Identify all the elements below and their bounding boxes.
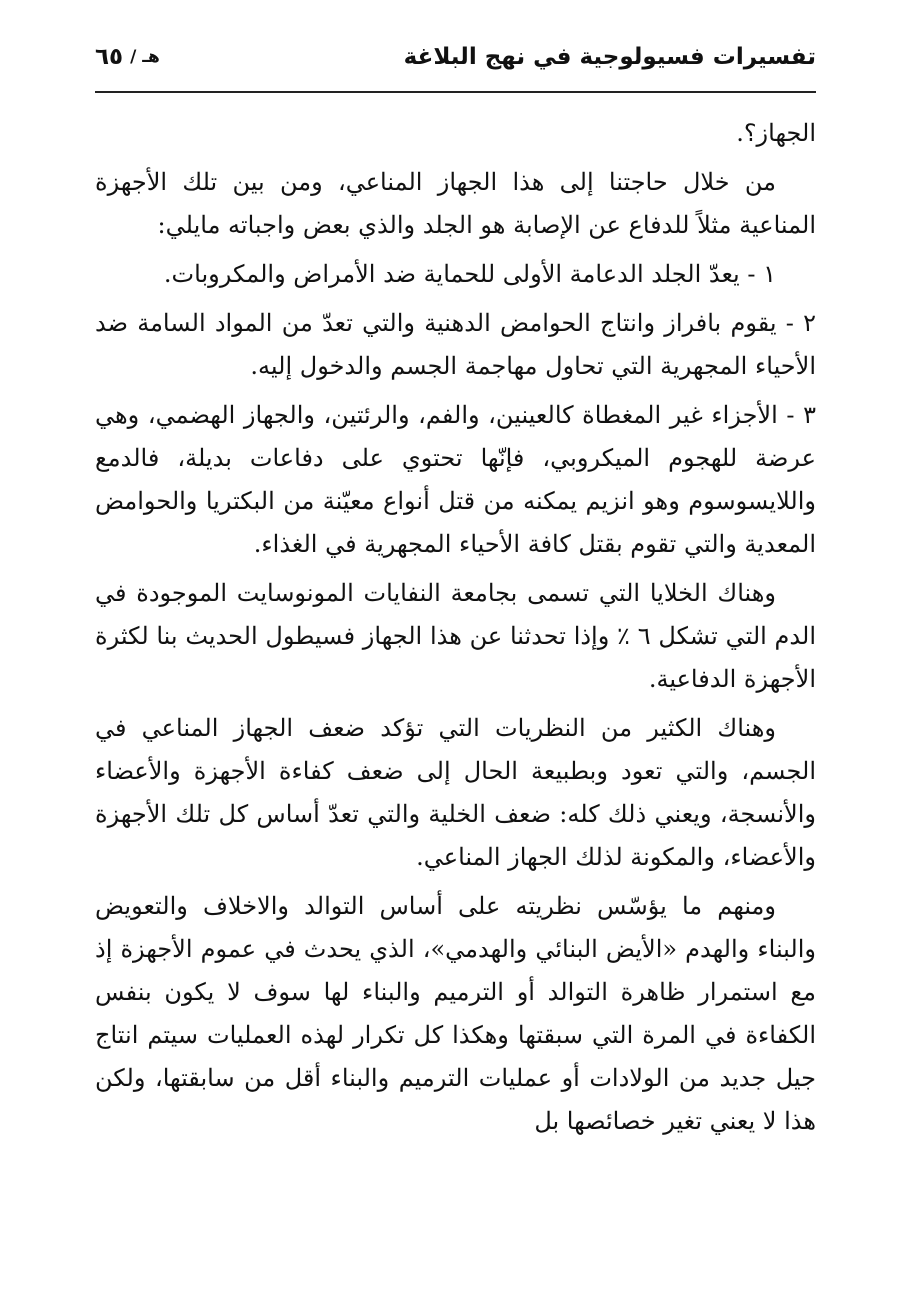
paragraph-immune-theories: وهناك الكثير من النظريات التي تؤكد ضعف الجهاز المناعي في الجسم، والتي تعود وبطبيعة الحال إلى ضعف كفاءة الأجهزة والأعضاء والأنسجة، ويعني ذلك كله: ضعف الخلية والتي تعدّ أساس كل تلك الأجهزة والأعضاء، والمكونة لذلك الجهاز المناعي. <box>95 714 816 871</box>
page-number: ٦٥ <box>95 44 124 70</box>
paragraph-monocytes: وهناك الخلايا التي تسمى بجامعة النفايات المونوسايت الموجودة في الدم التي تشكل ٦ ٪ وإذا تحدثنا عن هذا الجهاز فسيطول الحديث بنا لكثرة الأجهزة الدفاعية. <box>95 579 816 693</box>
page-header <box>95 40 816 84</box>
list-item-skin-support: ١ - يعدّ الجلد الدعامة الأولى للحماية ضد الأمراض والمكروبات. <box>163 260 776 288</box>
paragraph-continued-question: الجهاز؟. <box>736 119 816 147</box>
book-title: تفسيرات فسيولوجية في نهج البلاغة <box>403 44 816 70</box>
page-content <box>95 112 816 1149</box>
paragraph-metabolism-theory: ومنهم ما يؤسّس نظريته على أساس التوالد والاخلاف والتعويض والبناء والهدم «الأيض البنائي والهدمي»، الذي يحدث في عموم الأجهزة إذ مع استمرار ظاهرة التوالد أو الترميم والبناء لها سوف لا يكون بنفس الكفاءة في المرة التي سبقتها وهكذا كل تكرار لهذه العمليات سيتم انتاج جيل جديد من الولادات أو عمليات الترميم والبناء أقل من سابقتها، ولكن هذا لا يعني تغير خصائصها بل <box>95 892 816 1135</box>
list-item-uncovered-parts: ٣ - الأجزاء غير المغطاة كالعينين، والفم، والرئتين، والجهاز الهضمي، وهي عرضة للهجوم الميكروبي، فإنّها تحتوي على دفاعات بديلة، فالدمع واللايسوسوم وهو انزيم يمكنه من قتل أنواع معيّنة من البكتريا والحوامض المعدية والتي تقوم بقتل كافة الأحياء المجهرية في الغذاء. <box>95 401 816 558</box>
paragraph-immune-intro: من خلال حاجتنا إلى هذا الجهاز المناعي، ومن بين تلك الأجهزة المناعية مثلاً للدفاع عن الإصابة هو الجلد والذي بعض واجباته مايلي: <box>95 168 816 239</box>
header-divider <box>95 91 816 93</box>
list-item-fatty-acids: ٢ - يقوم بافراز وانتاج الحوامض الدهنية والتي تعدّ من المواد السامة ضد الأحياء المجهرية التي تحاول مهاجمة الجسم والدخول إليه. <box>95 309 816 380</box>
hijri-mark: هـ / <box>130 47 160 67</box>
page-number-group <box>95 44 160 70</box>
